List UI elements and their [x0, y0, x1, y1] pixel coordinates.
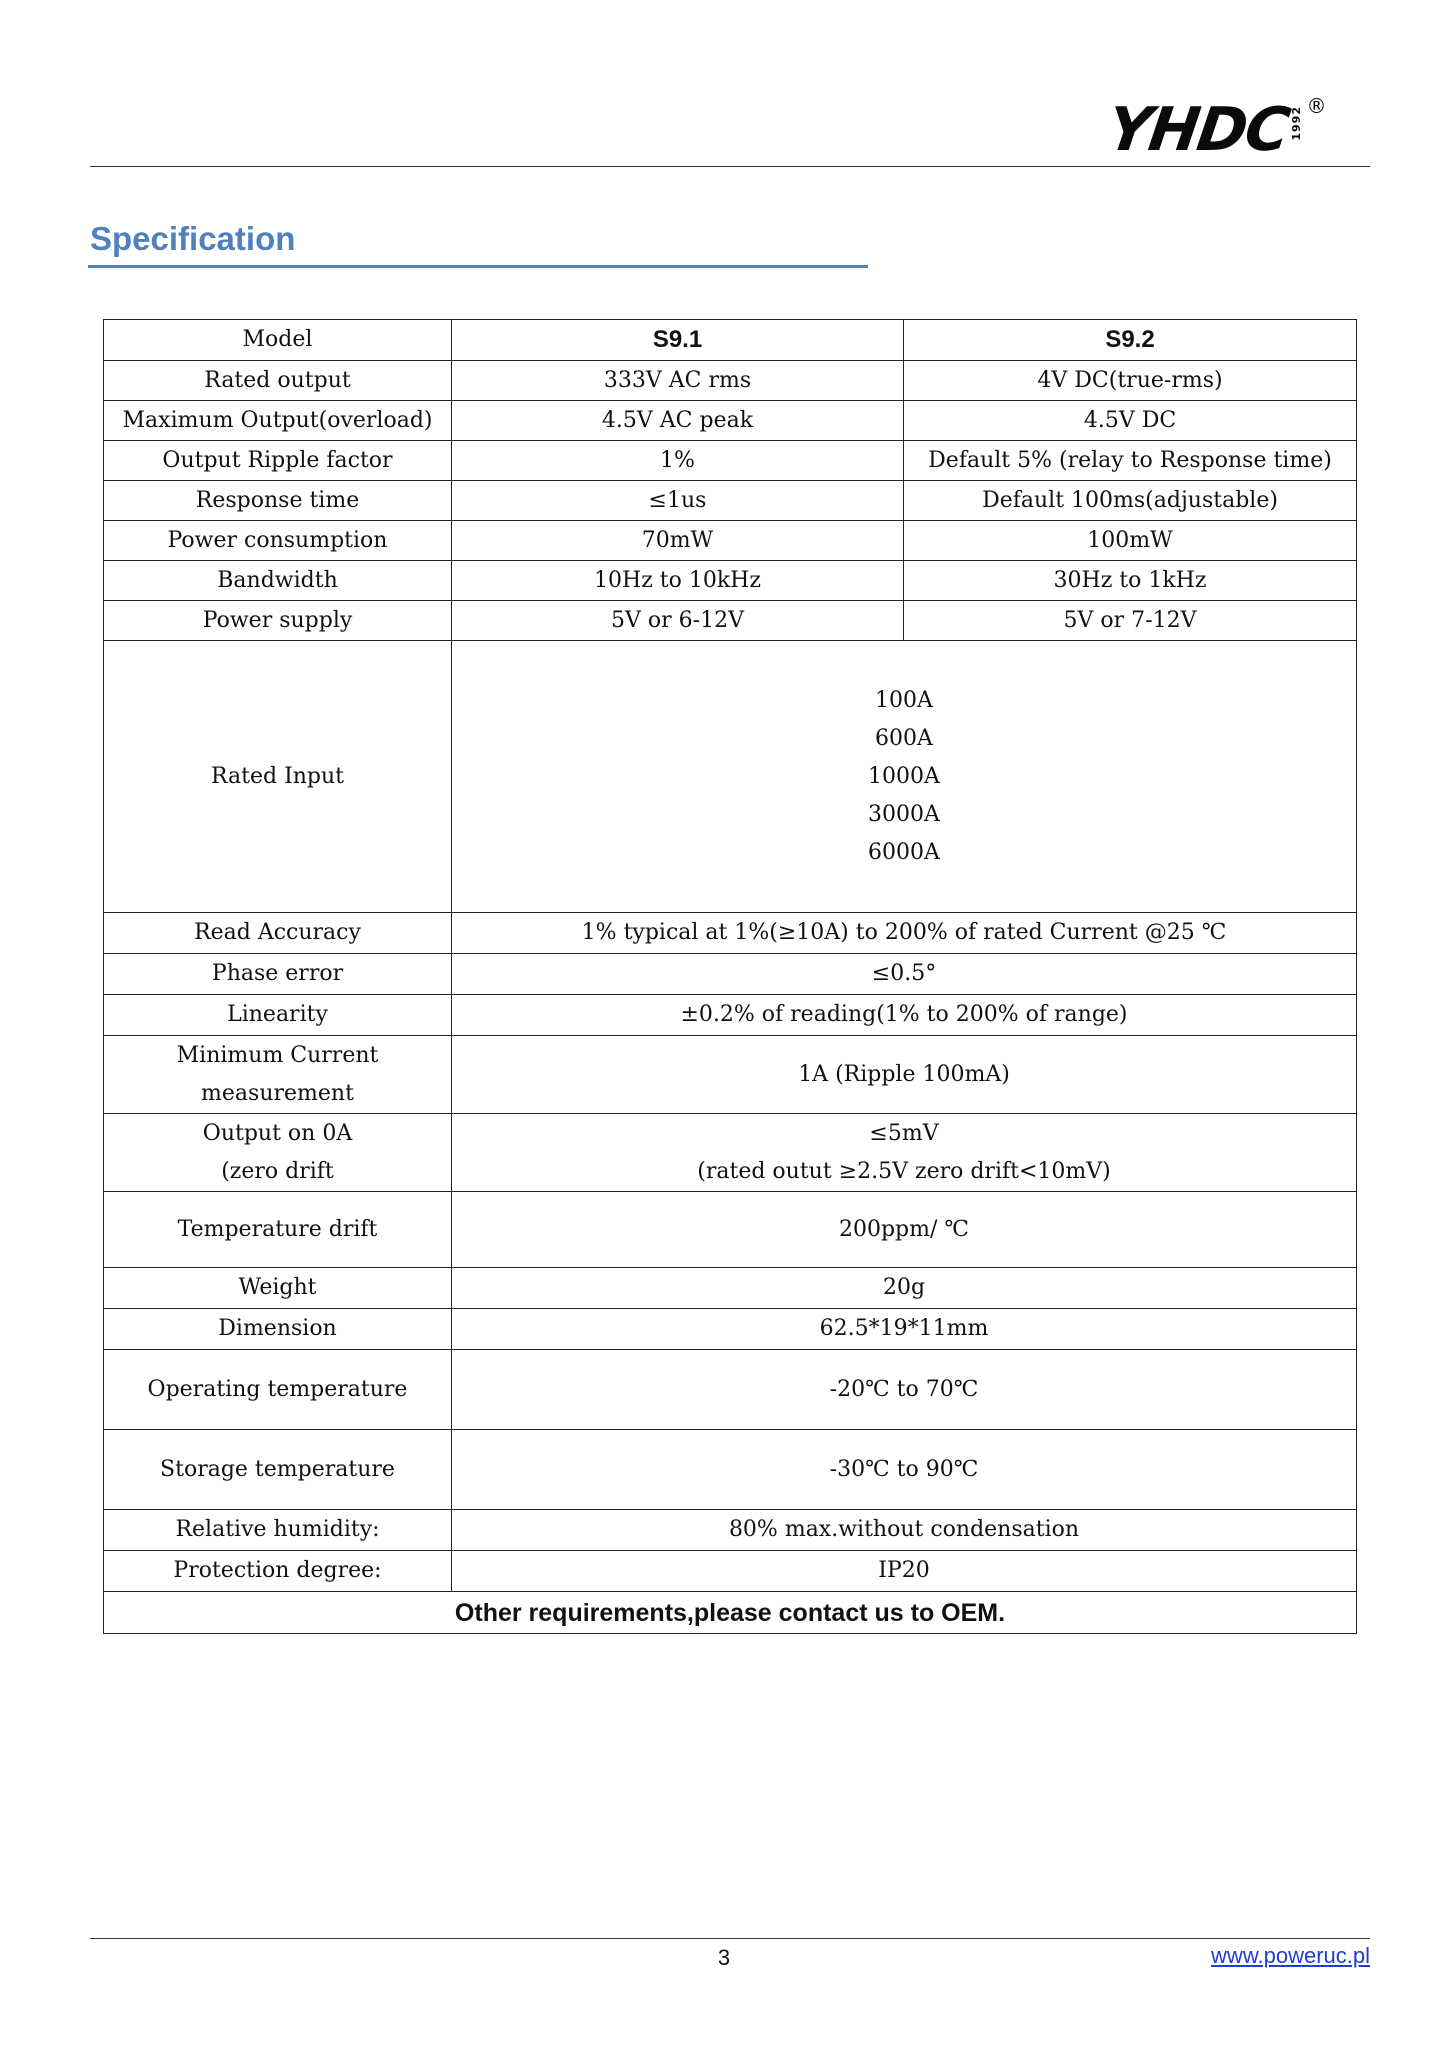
s91-value: 333V AC rms [452, 361, 904, 401]
merged-value [452, 1114, 1357, 1192]
merged-value: -20℃ to 70℃ [452, 1350, 1357, 1430]
rated-input-value: 1000A [868, 763, 940, 789]
row-label: Rated Input [104, 641, 452, 913]
row-label: Operating temperature [104, 1350, 452, 1430]
merged-value: 200ppm/ ℃ [452, 1192, 1357, 1268]
table-row [104, 995, 1357, 1036]
table-row [104, 441, 1357, 481]
row-label-line: measurement [201, 1080, 354, 1106]
rated-input-values [452, 641, 1357, 913]
row-label: Response time [104, 481, 452, 521]
footer-divider [90, 1938, 1370, 1939]
table-row [104, 913, 1357, 954]
table-row [104, 1114, 1357, 1192]
model-s92-header: S9.2 [904, 320, 1357, 361]
rated-input-value: 600A [875, 725, 933, 751]
title-underline [88, 265, 868, 268]
row-label: Storage temperature [104, 1430, 452, 1510]
section-title: Specification [90, 220, 296, 257]
row-label: Output Ripple factor [104, 441, 452, 481]
row-label-line: Minimum Current [176, 1042, 379, 1068]
row-label: Power supply [104, 601, 452, 641]
s91-value: ≤1us [452, 481, 904, 521]
table-row [104, 1551, 1357, 1592]
registered-mark: ® [1306, 94, 1327, 118]
table-row [104, 320, 1357, 361]
row-label: Maximum Output(overload) [104, 401, 452, 441]
s92-value: 100mW [904, 521, 1357, 561]
s91-value: 70mW [452, 521, 904, 561]
merged-value: -30℃ to 90℃ [452, 1430, 1357, 1510]
table-row-rated-input [104, 641, 1357, 913]
header-divider [90, 166, 1370, 167]
s92-value: 5V or 7-12V [904, 601, 1357, 641]
s91-value: 4.5V AC peak [452, 401, 904, 441]
merged-value: ±0.2% of reading(1% to 200% of range) [452, 995, 1357, 1036]
row-label: Power consumption [104, 521, 452, 561]
table-row [104, 1510, 1357, 1551]
row-label: Phase error [104, 954, 452, 995]
specification-table [103, 319, 1357, 1634]
rated-input-value: 6000A [868, 839, 940, 865]
rated-input-value: 3000A [868, 801, 940, 827]
merged-value: 1A (Ripple 100mA) [452, 1036, 1357, 1114]
value-line: ≤5mV [869, 1120, 939, 1146]
table-row [104, 561, 1357, 601]
rated-input-value: 100A [875, 687, 933, 713]
logo-text: YHDC [1103, 95, 1293, 165]
merged-value: 1% typical at 1%(≥10A) to 200% of rated Current @25 ℃ [452, 913, 1357, 954]
table-row [104, 601, 1357, 641]
row-label [104, 1114, 452, 1192]
table-row [104, 1192, 1357, 1268]
row-label: Weight [104, 1268, 452, 1309]
row-label: Protection degree: [104, 1551, 452, 1592]
table-row [104, 481, 1357, 521]
s92-value: 30Hz to 1kHz [904, 561, 1357, 601]
s91-value: 1% [452, 441, 904, 481]
website-link[interactable]: www.poweruc.pl [1211, 1943, 1370, 1968]
merged-value: 62.5*19*11mm [452, 1309, 1357, 1350]
model-s91-header: S9.1 [452, 320, 904, 361]
row-label [104, 1036, 452, 1114]
row-label: Rated output [104, 361, 452, 401]
row-label: Model [104, 320, 452, 361]
row-label-line: (zero drift [221, 1158, 334, 1184]
s91-value: 5V or 6-12V [452, 601, 904, 641]
table-row [104, 1309, 1357, 1350]
row-label: Temperature drift [104, 1192, 452, 1268]
s92-value: Default 100ms(adjustable) [904, 481, 1357, 521]
table-row [104, 954, 1357, 995]
row-label: Bandwidth [104, 561, 452, 601]
s92-value: 4V DC(true-rms) [904, 361, 1357, 401]
row-label: Dimension [104, 1309, 452, 1350]
row-label: Read Accuracy [104, 913, 452, 954]
merged-value: 80% max.without condensation [452, 1510, 1357, 1551]
s92-value: 4.5V DC [904, 401, 1357, 441]
merged-value: IP20 [452, 1551, 1357, 1592]
row-label: Relative humidity: [104, 1510, 452, 1551]
s92-value: Default 5% (relay to Response time) [904, 441, 1357, 481]
merged-value: ≤0.5° [452, 954, 1357, 995]
table-row [104, 521, 1357, 561]
table-row [104, 1036, 1357, 1114]
table-footer-row [104, 1592, 1357, 1634]
table-row [104, 1268, 1357, 1309]
s91-value: 10Hz to 10kHz [452, 561, 904, 601]
page-number: 3 [717, 1945, 731, 1970]
table-row [104, 401, 1357, 441]
oem-note: Other requirements,please contact us to OEM. [104, 1592, 1357, 1634]
brand-logo [1103, 94, 1327, 165]
table-row [104, 1350, 1357, 1430]
row-label: Linearity [104, 995, 452, 1036]
value-line: (rated outut ≥2.5V zero drift<10mV) [697, 1158, 1111, 1184]
logo-year: 1992 [1289, 106, 1303, 141]
table-row [104, 1430, 1357, 1510]
table-row [104, 361, 1357, 401]
row-label-line: Output on 0A [202, 1120, 353, 1146]
merged-value: 20g [452, 1268, 1357, 1309]
